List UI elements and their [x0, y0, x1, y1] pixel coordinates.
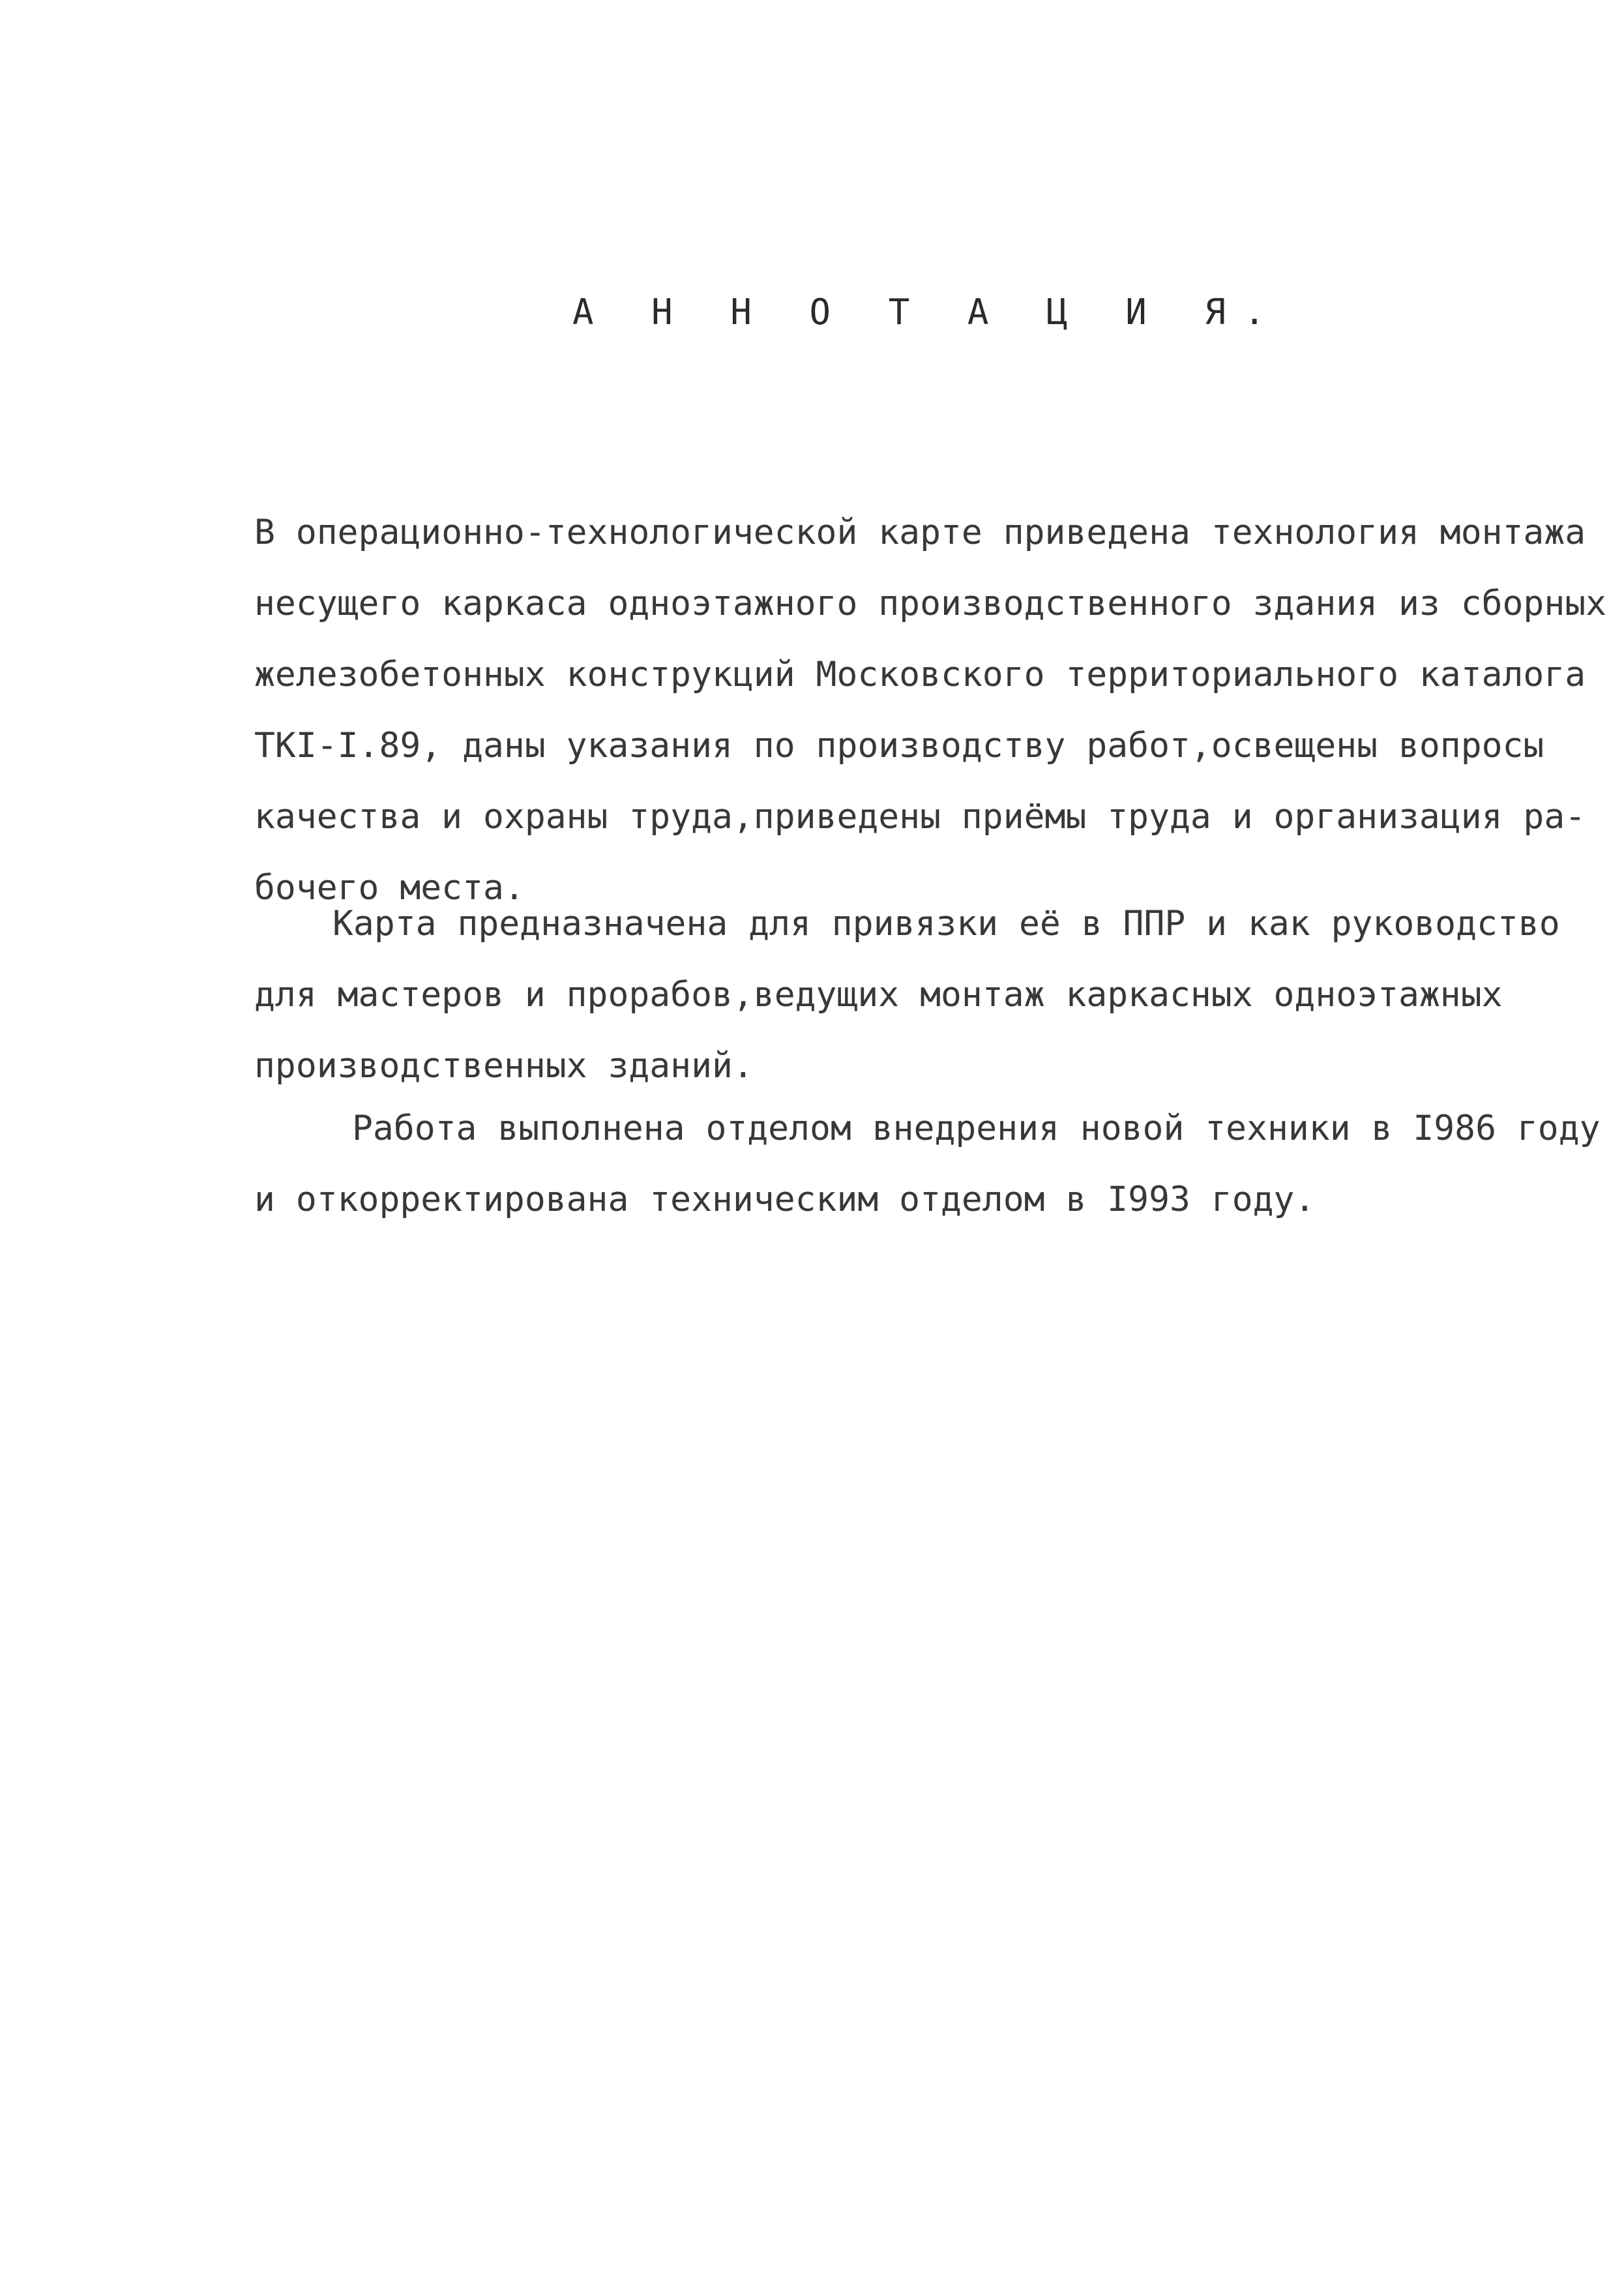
paragraph-line: Работа выполнена отделом внедрения новой техники в I986 году [352, 1109, 1601, 1148]
paragraph-line: ТКI-I.89, даны указания по производству работ,освещены вопросы [254, 726, 1544, 766]
document-title: А Н Н О Т А Ц И Я. [572, 291, 1284, 333]
paragraph-line: для мастеров и прорабов,ведущих монтаж каркасных одноэтажных [254, 975, 1503, 1015]
paragraph-line: качества и охраны труда,приведены приёмы труда и организация ра- [254, 797, 1586, 837]
paragraph-line: В операционно-технологической карте приведена технология монтажа [254, 513, 1586, 552]
paragraph-line: несущего каркаса одноэтажного производственного здания из сборных [254, 584, 1607, 623]
paragraph-line: бочего места. [254, 868, 525, 908]
paragraph-3 [254, 1093, 1601, 1235]
paragraph-line: железобетонных конструкций Московского территориального каталога [254, 655, 1586, 694]
paragraph-1 [254, 497, 1607, 923]
paragraph-line: и откорректирована техническим отделом в I993 году. [254, 1180, 1316, 1219]
paragraph-line: Карта предназначена для привязки её в ППР и как руководство [332, 904, 1560, 944]
paragraph-line: производственных зданий. [254, 1046, 754, 1086]
paragraph-2 [254, 888, 1571, 1101]
